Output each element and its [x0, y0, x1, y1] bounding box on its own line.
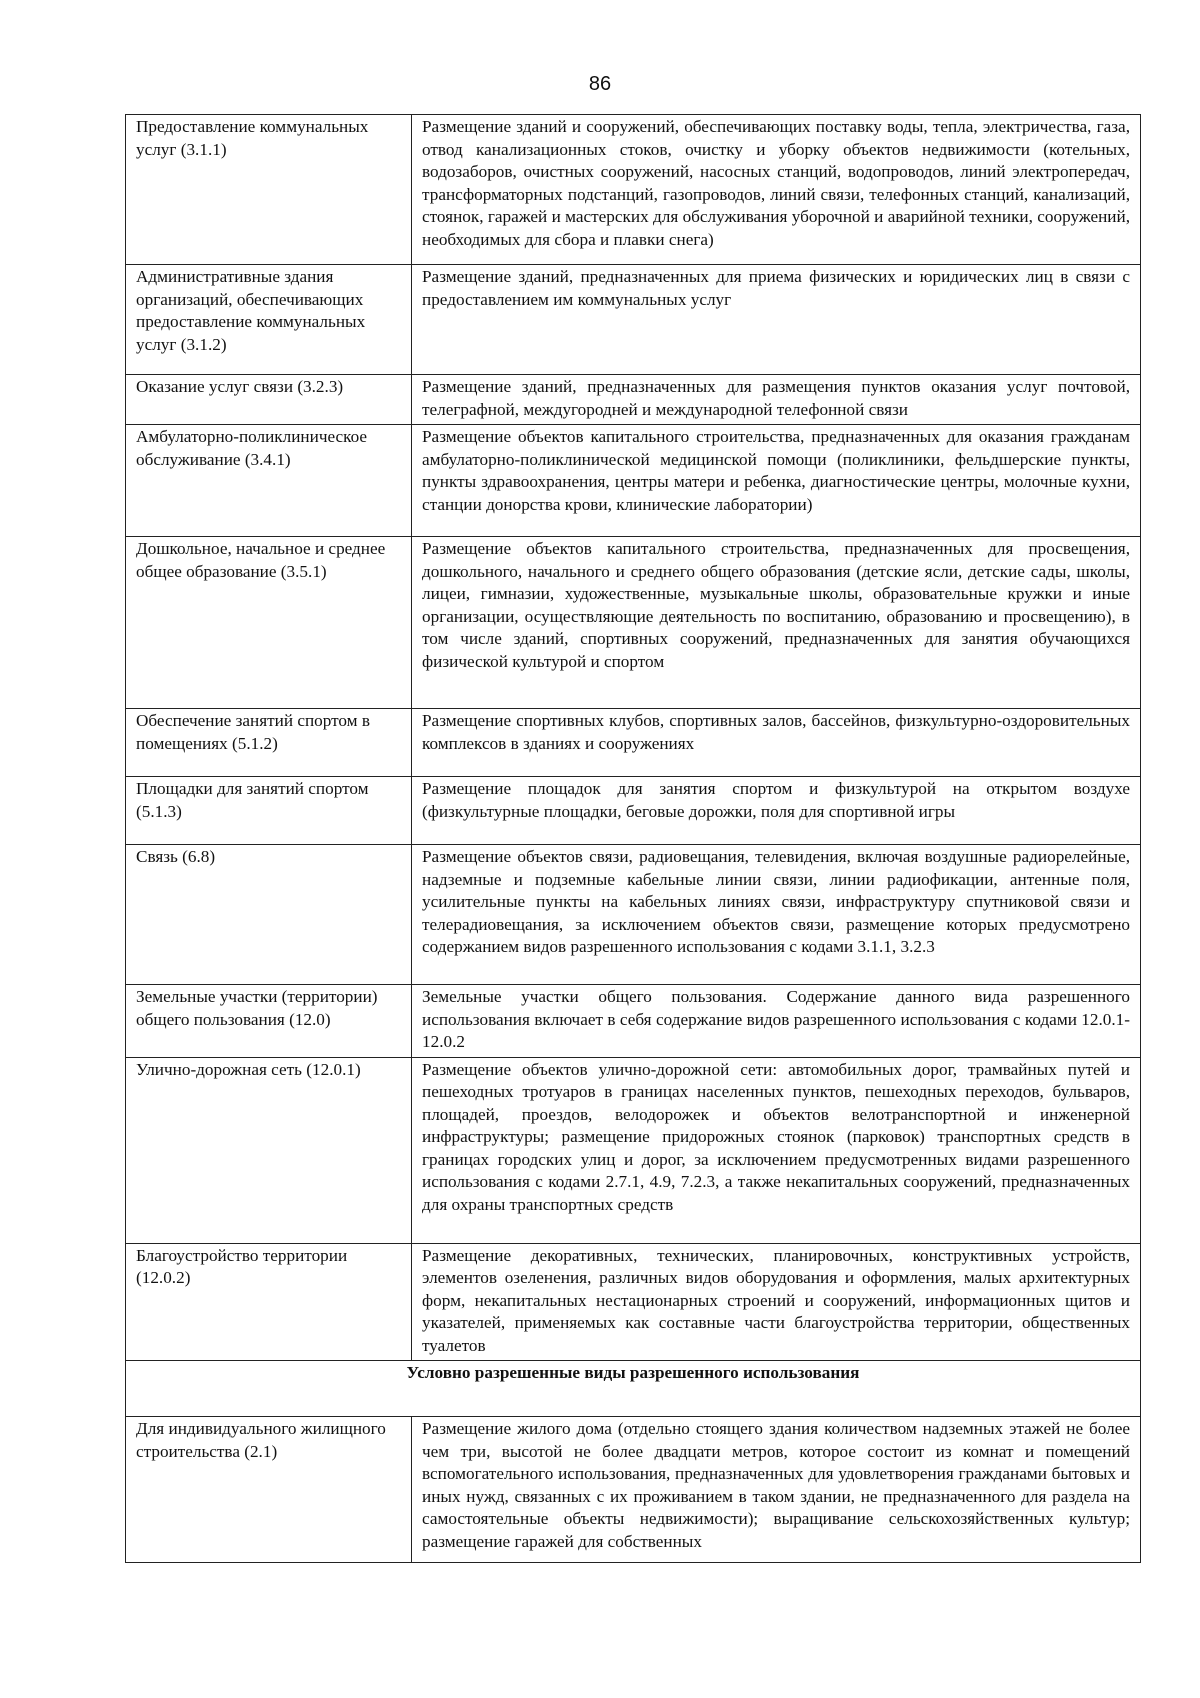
section-heading-row	[126, 1361, 1141, 1417]
use-type-description: Размещение зданий, предназначенных для размещения пунктов оказания услуг почтовой, телеграфной, междугородней и международной телефонной связи	[412, 375, 1141, 425]
use-type-description: Размещение спортивных клубов, спортивных залов, бассейнов, физкультурно-оздоровительных комплексов в зданиях и сооружениях	[412, 709, 1141, 777]
use-type-name: Площадки для занятий спортом (5.1.3)	[126, 777, 412, 845]
use-type-name: Оказание услуг связи (3.2.3)	[126, 375, 412, 425]
use-type-description: Размещение площадок для занятия спортом и физкультурой на открытом воздухе (физкультурные площадки, беговые дорожки, поля для спортивной игры	[412, 777, 1141, 845]
use-type-description: Размещение объектов улично-дорожной сети: автомобильных дорог, трамвайных путей и пешеходных тротуаров в границах населенных пунктов, пешеходных переходов, бульваров, площадей, проездов, велодорожек и объектов велотранспортной и инженерной инфраструктуры; размещение придорожных стоянок (парковок) транспортных средств в границах городских улиц и дорог, за исключением предусмотренных видами разрешенного использования с кодами 2.7.1, 4.9, 7.2.3, а также некапитальных сооружений, предназначенных для охраны транспортных средств	[412, 1057, 1141, 1243]
use-type-name: Амбулаторно-поликлиническое обслуживание (3.4.1)	[126, 425, 412, 537]
use-type-description: Размещение зданий и сооружений, обеспечивающих поставку воды, тепла, электричества, газа, отвод канализационных стоков, очистку и уборку объектов недвижимости (котельных, водозаборов, очистных сооружений, насосных станций, водопроводов, линий электропередач, трансформаторных подстанций, газопроводов, линий связи, телефонных станций, канализаций, стоянок, гаражей и мастерских для обслуживания уборочной и аварийной техники, сооружений, необходимых для сбора и плавки снега)	[412, 115, 1141, 265]
table-row	[126, 537, 1141, 709]
use-type-description: Размещение объектов капитального строительства, предназначенных для просвещения, дошкольного, начального и среднего общего образования (детские ясли, детские сады, школы, лицеи, гимназии, художественные, музыкальные школы, образовательные кружки и иные организации, осуществляющие деятельность по воспитанию, образованию и просвещению), в том числе зданий, спортивных сооружений, предназначенных для занятия обучающихся физической культурой и спортом	[412, 537, 1141, 709]
table-row	[126, 265, 1141, 375]
table-row	[126, 1057, 1141, 1243]
use-type-description: Размещение жилого дома (отдельно стоящего здания количеством надземных этажей не более чем три, высотой не более двадцати метров, которое состоит из комнат и помещений вспомогательного использования, предназначенных для удовлетворения гражданами бытовых и иных нужд, связанных с их проживанием в таком здании, не предназначенного для раздела на самостоятельные объекты недвижимости); выращивание сельскохозяйственных культур; размещение гаражей для собственных	[412, 1417, 1141, 1563]
land-use-table	[125, 114, 1141, 1563]
table-row	[126, 845, 1141, 985]
page-number: 86	[588, 73, 612, 95]
table-row	[126, 1417, 1141, 1563]
use-type-name: Для индивидуального жилищного строительства (2.1)	[126, 1417, 412, 1563]
table-row	[126, 709, 1141, 777]
table-row	[126, 115, 1141, 265]
use-type-description: Размещение объектов связи, радиовещания, телевидения, включая воздушные радиорелейные, надземные и подземные кабельные линии связи, линии радиофикации, антенные поля, усилительные пункты на кабельных линиях связи, инфраструктуру спутниковой связи и телерадиовещания, за исключением объектов связи, размещение которых предусмотрено содержанием видов разрешенного использования с кодами 3.1.1, 3.2.3	[412, 845, 1141, 985]
table-row	[126, 375, 1141, 425]
use-type-name: Предоставление коммунальных услуг (3.1.1)	[126, 115, 412, 265]
use-type-name: Административные здания организаций, обеспечивающих предоставление коммунальных услуг (3.1.2)	[126, 265, 412, 375]
use-type-description: Размещение объектов капитального строительства, предназначенных для оказания гражданам амбулаторно-поликлинической медицинской помощи (поликлиники, фельдшерские пункты, пункты здравоохранения, центры матери и ребенка, диагностические центры, молочные кухни, станции донорства крови, клинические лаборатории)	[412, 425, 1141, 537]
use-type-description: Размещение зданий, предназначенных для приема физических и юридических лиц в связи с предоставлением им коммунальных услуг	[412, 265, 1141, 375]
use-type-name: Земельные участки (территории) общего пользования (12.0)	[126, 985, 412, 1058]
use-type-name: Обеспечение занятий спортом в помещениях (5.1.2)	[126, 709, 412, 777]
use-type-name: Дошкольное, начальное и среднее общее образование (3.5.1)	[126, 537, 412, 709]
section-heading: Условно разрешенные виды разрешенного использования	[126, 1361, 1141, 1417]
use-type-description: Земельные участки общего пользования. Содержание данного вида разрешенного использования включает в себя содержание видов разрешенного использования с кодами 12.0.1-12.0.2	[412, 985, 1141, 1058]
table-row	[126, 985, 1141, 1058]
table-row	[126, 777, 1141, 845]
use-type-description: Размещение декоративных, технических, планировочных, конструктивных устройств, элементов озеленения, различных видов оборудования и оформления, малых архитектурных форм, некапитальных нестационарных строений и сооружений, информационных щитов и указателей, применяемых как составные части благоустройства территории, общественных туалетов	[412, 1243, 1141, 1361]
use-type-name: Благоустройство территории (12.0.2)	[126, 1243, 412, 1361]
table-row	[126, 425, 1141, 537]
use-type-name: Связь (6.8)	[126, 845, 412, 985]
table-row	[126, 1243, 1141, 1361]
use-type-name: Улично-дорожная сеть (12.0.1)	[126, 1057, 412, 1243]
